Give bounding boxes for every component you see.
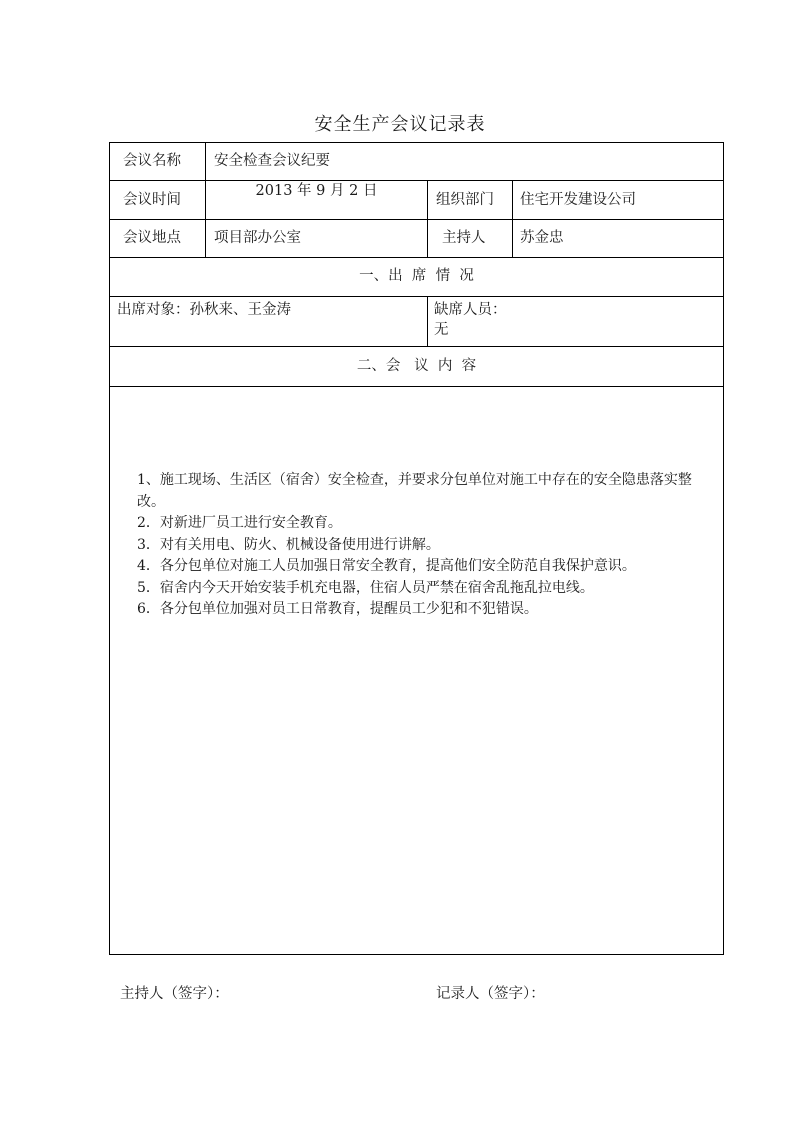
host-value: 苏金忠 (520, 230, 564, 246)
list-item: 5．宿舍内今天开始安装手机充电器，住宿人员严禁在宿舍乱拖乱拉电线。 (137, 579, 594, 596)
meeting-place-label: 会议地点 (123, 230, 181, 246)
host-label: 主持人 (442, 230, 486, 246)
recorder-signature-label: 记录人（签字）： (436, 986, 545, 1002)
organizing-dept-label: 组织部门 (436, 192, 494, 208)
attendance-section-title: 一、出 席 情 况 (359, 268, 474, 284)
absent-value: 无 (434, 322, 449, 338)
host-signature-label: 主持人（签字）： (120, 986, 229, 1002)
attendees-text: 出席对象：孙秋来、王金涛 (117, 302, 291, 318)
meeting-time-value: 2013 年 9 月 2 日 (255, 183, 378, 199)
row-divider (109, 346, 724, 347)
list-item: 4．各分包单位对施工人员加强日常安全教育，提高他们安全防范自我保护意识。 (137, 558, 636, 574)
row-divider (109, 296, 724, 297)
meeting-time-label: 会议时间 (123, 192, 181, 208)
row-divider (109, 386, 724, 387)
col-divider (427, 296, 428, 346)
absent-label: 缺席人员： (434, 302, 507, 318)
list-item: 6．各分包单位加强对员工日常教育，提醒员工少犯和不犯错误。 (137, 601, 538, 617)
col-divider (427, 180, 428, 257)
list-item: 2．对新进厂员工进行安全教育。 (137, 515, 342, 531)
meeting-name-label: 会议名称 (123, 153, 181, 169)
organizing-dept-value: 住宅开发建设公司 (520, 192, 636, 208)
list-item: 1、施工现场、生活区（宿舍）安全检查，并要求分包单位对施工中存在的安全隐患落实整改。 (137, 472, 692, 510)
row-divider (109, 257, 724, 258)
meeting-name-value: 安全检查会议纪要 (214, 153, 330, 169)
row-divider (109, 219, 724, 220)
col-divider (512, 180, 513, 257)
list-item: 3．对有关用电、防火、机械设备使用进行讲解。 (137, 536, 440, 553)
meeting-content-list (137, 470, 697, 621)
meeting-place-value: 项目部办公室 (214, 230, 301, 246)
document-title: 安全生产会议记录表 (314, 114, 486, 135)
content-section-title: 二、会 议 内 容 (356, 358, 477, 374)
